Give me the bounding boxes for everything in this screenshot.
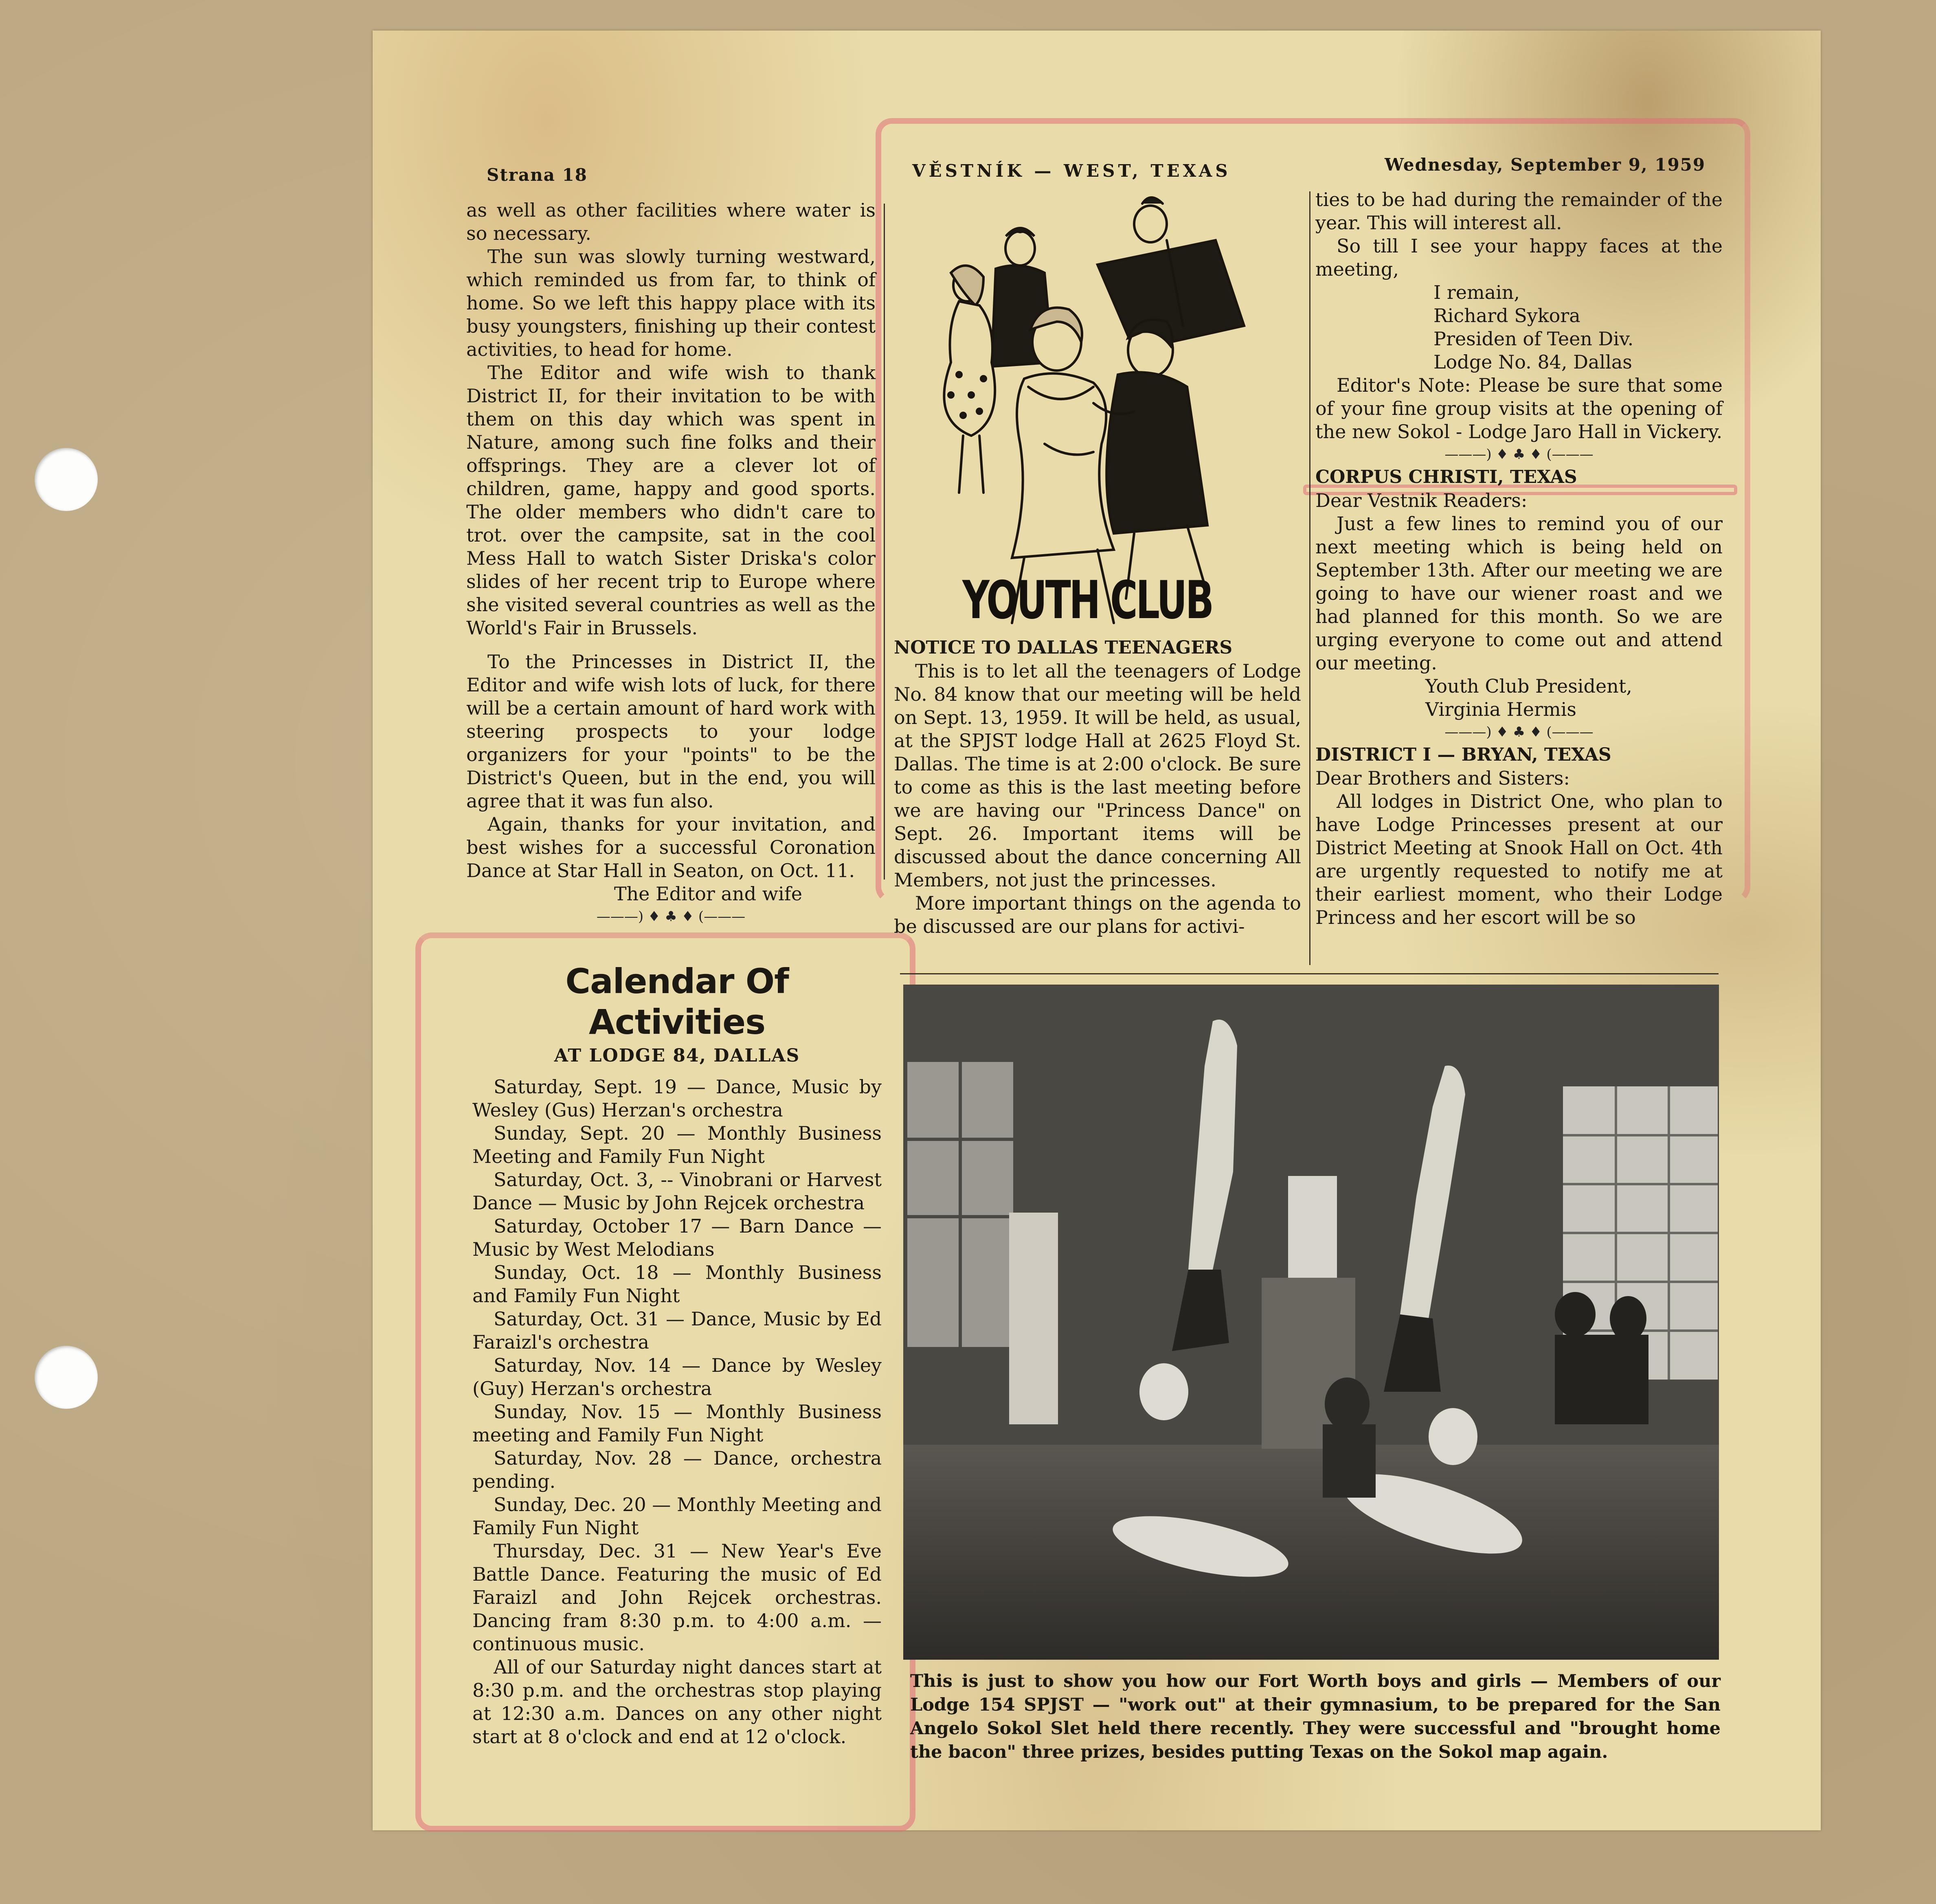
calendar-subtitle: AT LODGE 84, DALLAS [554,1045,800,1066]
column-rule-2 [1309,191,1310,965]
calendar-entry: Saturday, Oct. 31 — Dance, Music by Ed Faraizl's orchestra [472,1308,882,1353]
calendar-entry: Saturday, Sept. 19 — Dance, Music by Wesley (Gus) Herzan's orchestra [472,1076,882,1121]
calendar-entry: All of our Saturday night dances start at 8:30 p.m. and the orchestras stop playing at 12:30 a.m. Dances on any other night start at 8 o'clock and end at 12 o'clock. [472,1656,882,1748]
calendar-entry: Saturday, Nov. 28 — Dance, orchestra pending. [472,1447,882,1492]
col1-signature: The Editor and wife [614,883,802,905]
signature-line: I remain, [1433,281,1520,303]
column-1 [466,199,876,928]
corpus-heading: CORPUS CHRISTI, TEXAS [1315,467,1577,487]
calendar-entry: Sunday, Nov. 15 — Monthly Business meeting and Family Fun Night [472,1401,882,1446]
page-number: Strana 18 [487,165,588,185]
gymnasium-photo [903,985,1719,1660]
calendar-section [472,961,882,1748]
binder-hole-top [35,448,98,511]
corpus-body: Just a few lines to remind you of our next meeting which is being held on September 13th. After our meeting we are going to have our wiener roast and we had planned for this month. So we are urging everyone to come out and attend our meeting. [1315,513,1723,674]
masthead: VĚSTNÍK — WEST, TEXAS [912,161,1231,181]
district-body: All lodges in District One, who plan to have Lodge Princesses present at our District Meeting at Snook Hall on Oct. 4th are urgently requested to notify me at their earliest moment, who their Lodge Princess and her escort will be so [1315,790,1723,928]
column-rule-1 [884,204,885,880]
corpus-signature: Youth Club President, [1425,675,1632,697]
district-salutation: Dear Brothers and Sisters: [1315,767,1570,789]
notice-paragraph: This is to let all the teenagers of Lodge No. 84 know that our meeting will be held on Sept. 13, 1959. It will be held, as usual, at the SPJST lodge Hall at 2625 Floyd St. Dallas. The time is at 2:00 o'clock. Be sure to come as this is the last meeting before we are having our "Princess Dance" on Sept. 26. Important items will be discussed about the dance concerning All Members, not just the princesses. [894,660,1301,891]
col3-continuation: ties to be had during the remainder of the year. This will interest all. [1315,189,1723,234]
signature-line: Richard Sykora [1433,305,1580,327]
separator-ornament: ———) ♦ ♣ ♦ (——— [596,908,746,925]
notice-heading: NOTICE TO DALLAS TEENAGERS [894,637,1233,658]
col1-paragraph: To the Princesses in District II, the Editor and wife wish lots of luck, for there will be a certain amount of hard work with steering prospects to your lodge organizers for your "points" to be the District's Queen, but in the end, you will agree that it was fun also. [466,651,876,812]
dancing-couples-illustration [922,191,1256,631]
calendar-entry: Saturday, Nov. 14 — Dance by Wesley (Guy) Herzan's orchestra [472,1354,882,1399]
photo-top-rule [900,973,1719,974]
col1-paragraph: The Editor and wife wish to thank District II, for their invitation to be with them on this day which was spent in Nature, among such fine folks and their offsprings. They are a clever lot of children, game, happy and good sports. The older members who didn't care to trot. over the campsite, sat in the cool Mess Hall to watch Sister Driska's color slides of her recent trip to Europe where she visited several countries as well as the World's Fair in Brussels. [466,362,876,639]
calendar-entry: Saturday, October 17 — Barn Dance — Music by West Melodians [472,1215,882,1260]
signature-line: Presiden of Teen Div. [1433,328,1634,350]
calendar-entry: Sunday, Sept. 20 — Monthly Business Meeting and Family Fun Night [472,1122,882,1167]
col1-paragraph: Again, thanks for your invitation, and best wishes for a successful Coronation Dance at Star Hall in Seaton, on Oct. 11. [466,813,876,882]
district-heading: DISTRICT I — BRYAN, TEXAS [1315,744,1611,765]
notice-paragraph: More important things on the agenda to be discussed are our plans for activi- [894,892,1301,937]
column-2 [894,636,1301,938]
col1-paragraph: The sun was slowly turning westward, which reminded us from far, to think of home. So we left this happy place with its busy youngsters, finishing up their contest activities, to head for home. [466,246,876,360]
separator-ornament: ———) ♦ ♣ ♦ (——— [1444,724,1594,740]
binder-hole-bottom [35,1346,98,1409]
col1-paragraph: as well as other facilities where water is so necessary. [466,199,876,244]
separator-ornament: ———) ♦ ♣ ♦ (——— [1444,446,1594,463]
col3-closing: So till I see your happy faces at the meeting, [1315,235,1723,280]
editor-note: Editor's Note: Please be sure that some of your fine group visits at the opening of the new Sokol - Lodge Jaro Hall in Vickery. [1315,374,1723,443]
calendar-title: Calendar Of Activities [565,961,789,1042]
calendar-entry: Sunday, Dec. 20 — Monthly Meeting and Family Fun Night [472,1494,882,1539]
column-3 [1315,188,1723,929]
calendar-entry: Saturday, Oct. 3, -- Vinobrani or Harvest Dance — Music by John Rejcek orchestra [472,1169,882,1214]
signature-line: Lodge No. 84, Dallas [1433,351,1632,373]
photo-caption: This is just to show you how our Fort Worth boys and girls — Members of our Lodge 154 SPJST — "work out" at their gymnasium, to be prepared for the San Angelo Sokol Slet held there recently. They were successful and "brought home the bacon" three prizes, besides putting Texas on the Sokol map again. [910,1671,1721,1762]
issue-date: Wednesday, September 9, 1959 [1385,155,1706,175]
calendar-entry: Sunday, Oct. 18 — Monthly Business and Family Fun Night [472,1261,882,1307]
calendar-entry: Thursday, Dec. 31 — New Year's Eve Battle Dance. Featuring the music of Ed Faraizl and John Rejcek orchestras. Dancing fram 8:30 p.m. to 4:00 a.m. — continuous music. [472,1540,882,1655]
youth-club-title: YOUTH CLUB [962,570,1212,631]
corpus-salutation: Dear Vestnik Readers: [1315,489,1528,511]
corpus-signature: Virginia Hermis [1425,698,1576,720]
